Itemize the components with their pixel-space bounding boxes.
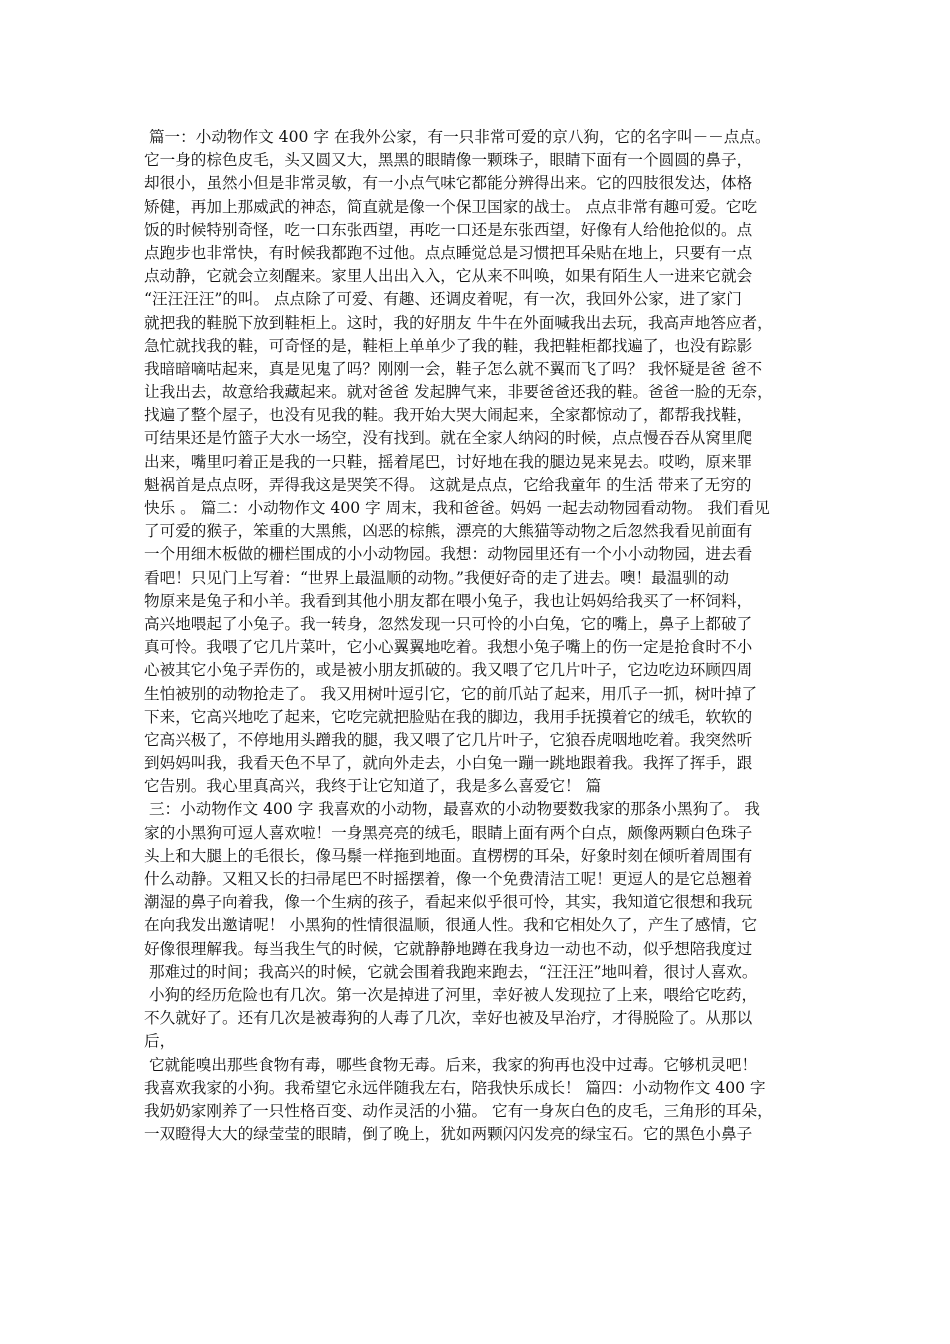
text-line: 却很小，虽然小但是非常灵敏，有一小点气味它都能分辨得出来。它的四肢很发达，体格 — [144, 174, 753, 193]
text-line: 急忙就找我的鞋，可奇怪的是，鞋柜上单单少了我的鞋，我把鞋柜都找遍了，也没有踪影 — [144, 336, 753, 355]
text-line: 出来，嘴里叼着正是我的一只鞋，摇着尾巴，讨好地在我的腿边晃来晃去。哎哟，原来罪 — [144, 452, 753, 471]
text-line: 头上和大腿上的毛很长，像马鬃一样拖到地面。直楞楞的耳朵，好象时刻在倾听着周围有 — [144, 846, 753, 865]
text-line: 生怕被别的动物抢走了。 我又用树叶逗引它，它的前爪站了起来，用爪子一抓，树叶掉了 — [144, 684, 758, 703]
text-line: 我奶奶家刚养了一只性格百变、动作灵活的小猫。 它有一身灰白色的皮毛，三角形的耳朵， — [144, 1101, 773, 1120]
text-line: 物原来是兔子和小羊。我看到其他小朋友都在喂小兔子，我也让妈妈给我买了一杯饲料， — [144, 591, 753, 610]
text-line: 点跑步也非常快，有时候我都跑不过他。点点睡觉总是习惯把耳朵贴在地上，只要有一点 — [144, 243, 753, 262]
text-line: 到妈妈叫我，我看天色不早了，就向外走去，小白兔一蹦一跳地跟着我。我挥了挥手，跟 — [144, 754, 753, 773]
text-line: 魁祸首是点点呀，弄得我这是哭笑不得。 这就是点点，它给我童年 的生活 带来了无穷的 — [144, 475, 752, 494]
text-line: 饭的时候特别奇怪，吃一口东张西望，再吃一口还是东张西望，好像有人给他抢似的。点 — [144, 220, 753, 239]
text-line: 它就能嗅出那些食物有毒，哪些食物无毒。后来，我家的狗再也没中过毒。它够机灵吧！ — [144, 1055, 758, 1074]
text-line: 一双瞪得大大的绿莹莹的眼睛，倒了晚上，犹如两颗闪闪发亮的绿宝石。它的黑色小鼻子 — [144, 1125, 753, 1144]
text-line: “汪汪汪汪”的叫。 点点除了可爱、有趣、还调皮着呢，有一次，我回外公家，进了家门 — [144, 290, 742, 309]
text-line: 三：小动物作文 400 字 我喜欢的小动物，最喜欢的小动物要数我家的那条小黑狗了。 我 — [144, 800, 760, 819]
text-line: 高兴地喂起了小兔子。我一转身，忽然发现一只可怜的小白兔，它的嘴上，鼻子上都破了 — [144, 614, 753, 633]
text-line: 那难过的时间；我高兴的时候，它就会围着我跑来跑去，“汪汪汪”地叫着，很讨人喜欢。 — [144, 962, 758, 981]
text-line: 一个用细木板做的栅栏围成的小小动物园。我想：动物园里还有一个小小动物园，进去看 — [144, 545, 753, 564]
text-line: 了可爱的猴子，笨重的大黑熊，凶恶的棕熊，漂亮的大熊猫等动物之后忽然我看见前面有 — [144, 522, 753, 541]
essay-text — [144, 126, 824, 1146]
text-line: 好像很理解我。每当我生气的时候，它就静静地蹲在我身边一动也不动，似乎想陪我度过 — [144, 939, 753, 958]
text-line: 什么动静。又粗又长的扫帚尾巴不时摇摆着，像一个免费清洁工呢！更逗人的是它总翘着 — [144, 870, 753, 888]
text-line: 点动静，它就会立刻醒来。家里人出出入入，它从来不叫唤，如果有陌生人一进来它就会 — [144, 267, 753, 286]
text-line: 真可怜。我喂了它几片菜叶，它小心翼翼地吃着。我想小兔子嘴上的伤一定是抢食时不小 — [144, 638, 753, 657]
text-line: 它一身的棕色皮毛，头又圆又大，黑黑的眼睛像一颗珠子，眼睛下面有一个圆圆的鼻子， — [144, 151, 753, 170]
text-line: 后， — [144, 1032, 176, 1051]
text-line: 矫健，再加上那威武的神态，简直就是像一个保卫国家的战士。 点点非常有趣可爱。它吃 — [144, 197, 758, 216]
text-line: 不久就好了。还有几次是被毒狗的人毒了几次，幸好也被及早治疗，才得脱险了。从那以 — [144, 1009, 753, 1028]
text-line: 找遍了整个屋子，也没有见我的鞋。我开始大哭大闹起来，全家都惊动了，都帮我找鞋， — [144, 406, 753, 425]
text-line: 看吧！只见门上写着：“世界上最温顺的动物。”我便好奇的走了进去。噢！最温驯的动 — [144, 568, 730, 587]
text-line: 心被其它小兔子弄伤的，或是被小朋友抓破的。我又喂了它几片叶子，它边吃边环顾四周 — [144, 661, 753, 680]
text-line: 它告别。我心里真高兴，我终于让它知道了，我是多么喜爱它！ 篇 — [144, 777, 602, 796]
text-line: 就把我的鞋脱下放到鞋柜上。这时，我的好朋友 牛牛在外面喊我出去玩，我高声地答应者， — [144, 313, 773, 332]
text-line: 下来，它高兴地吃了起来，它吃完就把脸贴在我的脚边，我用手抚摸着它的绒毛，软软的 — [144, 707, 753, 726]
text-line: 可结果还是竹篮子大水一场空，没有找到。就在全家人纳闷的时候，点点慢吞吞从窝里爬 — [144, 429, 753, 448]
text-line: 在向我发出邀请呢！ 小黑狗的性情很温顺，很通人性。我和它相处久了，产生了感情，它 — [144, 916, 758, 935]
text-line: 小狗的经历危险也有几次。第一次是掉进了河里，幸好被人发现拉了上来，喂给它吃药， — [144, 985, 758, 1004]
text-line: 我暗暗嘀咕起来，真是见鬼了吗？刚刚一会，鞋子怎么就不翼而飞了吗？ 我怀疑是爸 爸不 — [144, 359, 763, 378]
text-line: 家的小黑狗可逗人喜欢啦！一身黑亮亮的绒毛，眼睛上面有两个白点，颇像两颗白色珠子 — [144, 823, 753, 842]
text-line: 潮湿的鼻子向着我，像一个生病的孩子，看起来似乎很可怜，其实，我知道它很想和我玩 — [144, 893, 753, 912]
text-line: 篇一：小动物作文 400 字 在我外公家，有一只非常可爱的京八狗，它的名字叫－－点点。 — [144, 128, 771, 146]
text-line: 让我出去，故意给我藏起来。就对爸爸 发起脾气来，非要爸爸还我的鞋。爸爸一脸的无奈， — [144, 383, 773, 402]
text-line: 它高兴极了，不停地用头蹭我的腿，我又喂了它几片叶子，它狼吞虎咽地吃着。我突然听 — [144, 730, 753, 749]
text-line: 我喜欢我家的小狗。我希望它永远伴随我左右，陪我快乐成长！ 篇四：小动物作文 400 字 — [144, 1078, 766, 1097]
text-line: 快乐 。 篇二：小动物作文 400 字 周末，我和爸爸。妈妈 一起去动物园看动物。 我们看见 — [144, 499, 770, 517]
